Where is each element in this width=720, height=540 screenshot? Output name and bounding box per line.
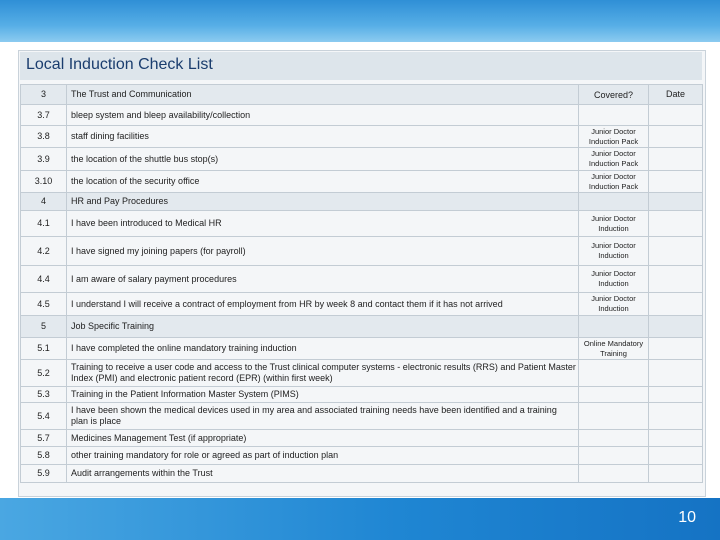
table-row: [21, 148, 703, 171]
item-date: [649, 237, 703, 266]
item-text: bleep system and bleep availability/collection: [67, 105, 579, 126]
item-text: I have completed the online mandatory training induction: [67, 338, 579, 360]
section-number: 4: [21, 193, 67, 211]
item-date: [649, 293, 703, 316]
table-row: [21, 237, 703, 266]
table-row: [21, 211, 703, 237]
table-row: [21, 403, 703, 430]
item-date: [649, 266, 703, 293]
item-covered: Junior Doctor Induction: [579, 293, 649, 316]
item-date: [649, 316, 703, 338]
table-row: [21, 430, 703, 447]
table-row: [21, 465, 703, 483]
section-title: Job Specific Training: [67, 316, 579, 338]
table-row: [21, 338, 703, 360]
item-number: 3.10: [21, 171, 67, 193]
item-covered: Junior Doctor Induction Pack: [579, 148, 649, 171]
item-covered: Junior Doctor Induction: [579, 266, 649, 293]
page-number: 10: [678, 509, 696, 526]
item-date: [649, 430, 703, 447]
table-row: [21, 360, 703, 387]
item-text: I have signed my joining papers (for payroll): [67, 237, 579, 266]
table-row: [21, 171, 703, 193]
item-text: the location of the shuttle bus stop(s): [67, 148, 579, 171]
table-row: [21, 126, 703, 148]
item-text: Audit arrangements within the Trust: [67, 465, 579, 483]
table-row: [21, 387, 703, 403]
top-decorative-band: [0, 0, 720, 42]
item-date: [649, 403, 703, 430]
item-covered: [579, 360, 649, 387]
item-date: [649, 105, 703, 126]
item-number: 5.8: [21, 447, 67, 465]
item-covered: [579, 430, 649, 447]
table-header-row: [21, 85, 703, 105]
item-date: [649, 447, 703, 465]
item-text: other training mandatory for role or agreed as part of induction plan: [67, 447, 579, 465]
section-row: [21, 316, 703, 338]
item-text: I am aware of salary payment procedures: [67, 266, 579, 293]
item-text: staff dining facilities: [67, 126, 579, 148]
item-date: [649, 338, 703, 360]
item-number: 5.2: [21, 360, 67, 387]
section-row: [21, 193, 703, 211]
item-covered: [579, 447, 649, 465]
item-number: 4.5: [21, 293, 67, 316]
item-text: I have been shown the medical devices used in my area and associated training needs have been identified and a training plan is place: [67, 403, 579, 430]
item-covered: [579, 465, 649, 483]
item-covered: Junior Doctor Induction: [579, 211, 649, 237]
item-covered: [579, 193, 649, 211]
header-section-title: The Trust and Communication: [67, 85, 579, 105]
item-number: 4.2: [21, 237, 67, 266]
item-date: [649, 465, 703, 483]
section-title: HR and Pay Procedures: [67, 193, 579, 211]
item-date: [649, 360, 703, 387]
item-number: 5.7: [21, 430, 67, 447]
item-covered: Online Mandatory Training: [579, 338, 649, 360]
item-number: 3.7: [21, 105, 67, 126]
table-row: [21, 266, 703, 293]
item-number: 4.1: [21, 211, 67, 237]
item-text: Training in the Patient Information Master System (PIMS): [67, 387, 579, 403]
item-date: [649, 387, 703, 403]
item-covered: [579, 105, 649, 126]
item-text: I have been introduced to Medical HR: [67, 211, 579, 237]
page-title: Local Induction Check List: [26, 56, 213, 73]
item-date: [649, 126, 703, 148]
item-covered: Junior Doctor Induction: [579, 237, 649, 266]
table-row: [21, 447, 703, 465]
item-covered: Junior Doctor Induction Pack: [579, 126, 649, 148]
bottom-decorative-band: [0, 498, 720, 540]
item-date: [649, 148, 703, 171]
table-row: [21, 293, 703, 316]
item-number: 4.4: [21, 266, 67, 293]
item-text: I understand I will receive a contract of employment from HR by week 8 and contact them if it has not arrived: [67, 293, 579, 316]
item-covered: [579, 316, 649, 338]
header-section-number: 3: [21, 85, 67, 105]
section-number: 5: [21, 316, 67, 338]
item-covered: [579, 387, 649, 403]
header-covered: Covered?: [579, 85, 649, 105]
item-number: 5.3: [21, 387, 67, 403]
item-number: 5.9: [21, 465, 67, 483]
item-date: [649, 211, 703, 237]
item-text: the location of the security office: [67, 171, 579, 193]
item-text: Medicines Management Test (if appropriate): [67, 430, 579, 447]
item-covered: Junior Doctor Induction Pack: [579, 171, 649, 193]
item-number: 5.1: [21, 338, 67, 360]
item-number: 5.4: [21, 403, 67, 430]
header-date: Date: [649, 85, 703, 105]
item-text: Training to receive a user code and access to the Trust clinical computer systems - electronic results (RRS) and Patient Master Index (PMI) and electronic patient record (EPR) (within first week): [67, 360, 579, 387]
item-covered: [579, 403, 649, 430]
item-number: 3.8: [21, 126, 67, 148]
item-date: [649, 171, 703, 193]
item-date: [649, 193, 703, 211]
item-number: 3.9: [21, 148, 67, 171]
table-row: [21, 105, 703, 126]
checklist-table: [20, 84, 703, 483]
